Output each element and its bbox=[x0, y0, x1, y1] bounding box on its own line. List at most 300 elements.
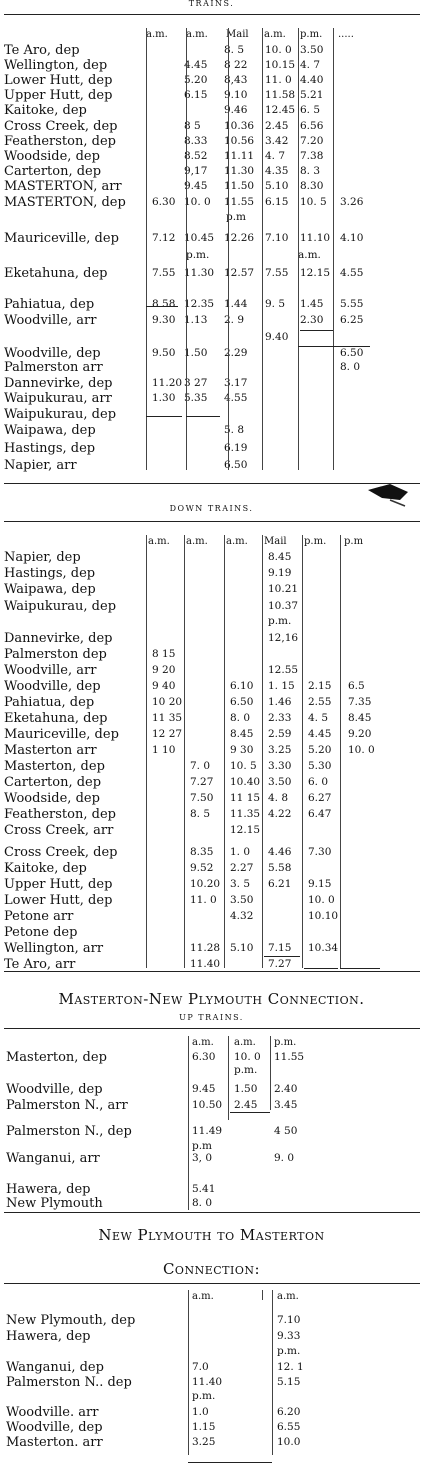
time-cell: 11.11 bbox=[224, 150, 255, 162]
time-cell: 10. 0 bbox=[265, 44, 292, 56]
time-cell: 5.55 bbox=[340, 298, 364, 310]
time-cell: 2.33 bbox=[268, 712, 292, 724]
time-cell: 11.30 bbox=[224, 165, 255, 177]
time-cell: 10. 5 bbox=[230, 760, 257, 772]
time-cell: 1.30 bbox=[152, 392, 176, 404]
time-cell: 1. 15 bbox=[268, 680, 295, 692]
time-cell: 7.10 bbox=[277, 1314, 301, 1326]
column-rule bbox=[186, 28, 187, 470]
time-cell: 6.50 bbox=[340, 347, 364, 359]
station-name: Eketahuna, dep bbox=[4, 266, 108, 281]
time-cell: 8 15 bbox=[152, 648, 176, 660]
column-header: a.m. bbox=[192, 1291, 214, 1302]
time-cell: 7.0 bbox=[192, 1361, 209, 1373]
station-name: Waipukurau, dep bbox=[4, 407, 117, 422]
time-cell: 10. 0 bbox=[308, 894, 335, 906]
column-rule bbox=[146, 28, 147, 470]
time-cell: 2.45 bbox=[234, 1099, 258, 1111]
time-cell: 4. 8 bbox=[268, 792, 289, 804]
column-rule bbox=[184, 535, 185, 968]
time-cell: 7.35 bbox=[348, 696, 372, 708]
time-cell: 8. 0 bbox=[192, 1197, 213, 1209]
time-cell: p.m. bbox=[192, 1390, 216, 1402]
time-cell: 6.20 bbox=[277, 1406, 301, 1418]
station-name: Palmerston N.. dep bbox=[6, 1375, 132, 1390]
station-name: Hawera, dep bbox=[6, 1329, 91, 1344]
column-rule bbox=[188, 1036, 189, 1210]
rule-line bbox=[4, 483, 420, 484]
time-cell: 7.12 bbox=[152, 232, 176, 244]
time-cell: 4. 7 bbox=[265, 150, 286, 162]
time-cell: 5.30 bbox=[308, 760, 332, 772]
time-cell: 9.33 bbox=[277, 1330, 301, 1342]
time-cell: 9.10 bbox=[224, 89, 248, 101]
rule-line bbox=[264, 956, 300, 957]
time-cell: 2.55 bbox=[308, 696, 332, 708]
time-cell: 9.45 bbox=[184, 180, 208, 192]
time-cell: 7.27 bbox=[190, 776, 214, 788]
station-name: Masterton. arr bbox=[6, 1435, 103, 1450]
ink-blot-mark bbox=[360, 478, 420, 508]
station-name: Kaitoke, dep bbox=[4, 861, 87, 876]
station-name: Pahiatua, dep bbox=[4, 695, 95, 710]
time-cell: 11. 0 bbox=[190, 894, 217, 906]
column-header: Mail bbox=[226, 29, 249, 40]
rule-line bbox=[300, 330, 333, 331]
time-cell: 3.45 bbox=[274, 1099, 298, 1111]
station-name: Carterton, dep bbox=[4, 775, 102, 790]
column-header: a.m. bbox=[146, 29, 168, 40]
station-name: Featherston, dep bbox=[4, 807, 116, 822]
time-cell: 10.40 bbox=[230, 776, 261, 788]
time-cell: 8 58 bbox=[152, 298, 176, 310]
column-rule bbox=[272, 1290, 273, 1455]
rule-line bbox=[304, 968, 338, 969]
station-name: Mauriceville, dep bbox=[4, 727, 119, 742]
time-cell: 4.55 bbox=[340, 267, 364, 279]
time-cell: 11.55 bbox=[274, 1051, 305, 1063]
time-cell: 4.40 bbox=[300, 74, 324, 86]
time-cell: 7.55 bbox=[265, 267, 289, 279]
time-cell: 3.42 bbox=[265, 135, 289, 147]
time-cell: 3.50 bbox=[300, 44, 324, 56]
time-cell: p.m. bbox=[268, 615, 292, 627]
time-cell: 5.10 bbox=[265, 180, 289, 192]
time-cell: 8. 0 bbox=[230, 712, 251, 724]
column-header: a.m. bbox=[277, 1291, 299, 1302]
column-header: a.m. bbox=[192, 1037, 214, 1048]
time-cell: 6.27 bbox=[308, 792, 332, 804]
station-name: New Plymouth, dep bbox=[6, 1313, 136, 1328]
time-cell: 5.58 bbox=[268, 862, 292, 874]
column-rule bbox=[340, 535, 341, 968]
time-cell: 12.55 bbox=[268, 664, 299, 676]
time-cell: 5.21 bbox=[300, 89, 324, 101]
time-cell: 5. 8 bbox=[224, 424, 245, 436]
time-cell: 10.36 bbox=[224, 120, 255, 132]
time-cell: 8. 5 bbox=[224, 44, 245, 56]
time-cell: 7.10 bbox=[265, 232, 289, 244]
station-name: Napier, arr bbox=[4, 458, 77, 473]
time-cell: 11.30 bbox=[184, 267, 215, 279]
station-name: Woodville, arr bbox=[4, 663, 97, 678]
time-cell: 3.50 bbox=[230, 894, 254, 906]
station-name: Woodville. arr bbox=[6, 1405, 99, 1420]
station-name: Wellington, arr bbox=[4, 941, 104, 956]
time-cell: 12. 1 bbox=[277, 1361, 304, 1373]
time-cell: 6.47 bbox=[308, 808, 332, 820]
station-name: Palmerston arr bbox=[4, 360, 103, 375]
time-cell: p.m. bbox=[277, 1345, 301, 1357]
time-cell: 3.25 bbox=[268, 744, 292, 756]
time-cell: 7.38 bbox=[300, 150, 324, 162]
time-cell: 3, 0 bbox=[192, 1152, 213, 1164]
station-name: Palmerston N., arr bbox=[6, 1098, 128, 1113]
column-header: a.m. bbox=[234, 1037, 256, 1048]
station-name: Woodville, dep bbox=[4, 346, 101, 361]
time-cell: 10.34 bbox=[308, 942, 339, 954]
time-cell: 11.58 bbox=[265, 89, 296, 101]
time-cell: 9,17 bbox=[184, 165, 208, 177]
time-cell: 9. 5 bbox=[265, 298, 286, 310]
rule-line bbox=[340, 968, 380, 969]
time-cell: 6.10 bbox=[230, 680, 254, 692]
time-cell: 1.0 bbox=[192, 1406, 209, 1418]
time-cell: 7.20 bbox=[300, 135, 324, 147]
time-cell: 10. 5 bbox=[300, 196, 327, 208]
time-cell: 1.44 bbox=[224, 298, 248, 310]
station-name: Te Aro, arr bbox=[4, 957, 76, 972]
time-cell: 9.52 bbox=[190, 862, 214, 874]
station-name: Cross Creek, dep bbox=[4, 845, 118, 860]
station-name: Lower Hutt, dep bbox=[4, 73, 113, 88]
column-rule bbox=[224, 535, 225, 968]
time-cell: 5.10 bbox=[230, 942, 254, 954]
station-name: Dannevirke, dep bbox=[4, 631, 113, 646]
time-cell: 11.20 bbox=[152, 377, 183, 389]
station-name: Wanganui, arr bbox=[6, 1151, 100, 1166]
time-cell: 2.59 bbox=[268, 728, 292, 740]
time-cell: 3.30 bbox=[268, 760, 292, 772]
time-cell: 10.15 bbox=[265, 59, 296, 71]
time-cell: 11.50 bbox=[224, 180, 255, 192]
time-cell: 7.55 bbox=[152, 267, 176, 279]
time-cell: 4.46 bbox=[268, 846, 292, 858]
time-cell: 4.10 bbox=[340, 232, 364, 244]
time-cell: 6.19 bbox=[224, 442, 248, 454]
column-rule bbox=[298, 28, 299, 470]
time-cell: 4.45 bbox=[184, 59, 208, 71]
time-cell: 8.33 bbox=[184, 135, 208, 147]
time-cell: 11.55 bbox=[224, 196, 255, 208]
time-cell: 3.17 bbox=[224, 377, 248, 389]
column-header: p.m bbox=[344, 536, 364, 547]
station-name: Palmerston dep bbox=[4, 647, 107, 662]
time-cell: 4. 5 bbox=[308, 712, 329, 724]
time-cell: 10. 0 bbox=[348, 744, 375, 756]
time-cell: 9.40 bbox=[265, 331, 289, 343]
time-cell: 8.45 bbox=[268, 551, 292, 563]
time-cell: 6.30 bbox=[192, 1051, 216, 1063]
time-cell: 4 50 bbox=[274, 1125, 298, 1137]
station-name: Upper Hutt, dep bbox=[4, 877, 113, 892]
time-cell: 12.45 bbox=[265, 104, 296, 116]
time-cell: 1.15 bbox=[192, 1421, 216, 1433]
column-rule bbox=[146, 535, 147, 968]
column-rule bbox=[262, 28, 263, 470]
time-cell: 7.50 bbox=[190, 792, 214, 804]
time-cell: p.m bbox=[192, 1140, 213, 1152]
time-cell: 6.15 bbox=[265, 196, 289, 208]
section-title: TRAINS. bbox=[188, 0, 235, 8]
time-cell: 5.15 bbox=[277, 1376, 301, 1388]
station-name: Lower Hutt, dep bbox=[4, 893, 113, 908]
time-cell: 9 40 bbox=[152, 680, 176, 692]
time-cell: 10 20 bbox=[152, 696, 183, 708]
station-name: MASTERTON, dep bbox=[4, 195, 126, 210]
station-name: Cross Creek, dep bbox=[4, 119, 118, 134]
station-name: Carterton, dep bbox=[4, 164, 102, 179]
time-cell: 11. 0 bbox=[265, 74, 292, 86]
rule-line bbox=[146, 306, 178, 307]
time-cell: 8,43 bbox=[224, 74, 248, 86]
section-heading-line2: Connection: bbox=[162, 1260, 261, 1278]
rule-line bbox=[4, 971, 420, 972]
column-rule bbox=[228, 1036, 229, 1120]
section-subtitle: UP TRAINS. bbox=[179, 1013, 244, 1022]
column-rule bbox=[262, 535, 263, 968]
time-cell: 6.56 bbox=[300, 120, 324, 132]
time-cell: 1.50 bbox=[234, 1083, 258, 1095]
time-cell: 6.25 bbox=[340, 314, 364, 326]
time-cell: 11 35 bbox=[152, 712, 183, 724]
time-cell: 5.41 bbox=[192, 1183, 216, 1195]
time-cell: 4.22 bbox=[268, 808, 292, 820]
time-cell: 8.35 bbox=[190, 846, 214, 858]
time-cell: 6. 5 bbox=[300, 104, 321, 116]
station-name: Woodville, dep bbox=[6, 1420, 103, 1435]
time-cell: 10. 0 bbox=[234, 1051, 261, 1063]
station-name: Petone dep bbox=[4, 925, 78, 940]
time-cell: 12.15 bbox=[300, 267, 331, 279]
station-name: Waipawa, dep bbox=[4, 423, 96, 438]
station-name: Dannevirke, dep bbox=[4, 376, 113, 391]
time-cell: 9 20 bbox=[152, 664, 176, 676]
time-cell: 6.30 bbox=[152, 196, 176, 208]
time-cell: 8. 3 bbox=[300, 165, 321, 177]
station-name: Petone arr bbox=[4, 909, 74, 924]
time-cell: 2.40 bbox=[274, 1083, 298, 1095]
station-name: Palmerston N., dep bbox=[6, 1124, 132, 1139]
station-name: Hastings, dep bbox=[4, 566, 96, 581]
rule-line bbox=[4, 1028, 420, 1029]
time-cell: 2.30 bbox=[300, 314, 324, 326]
time-cell: 5.20 bbox=[184, 74, 208, 86]
column-rule bbox=[262, 1290, 263, 1300]
time-cell: 1.50 bbox=[184, 347, 208, 359]
rule-line bbox=[186, 416, 220, 417]
time-cell: 7.30 bbox=[308, 846, 332, 858]
time-cell: 2. 9 bbox=[224, 314, 245, 326]
time-cell: 10.21 bbox=[268, 583, 299, 595]
time-cell: 8.30 bbox=[300, 180, 324, 192]
note-am: a.m. bbox=[298, 249, 321, 261]
station-name: Waipukurau, arr bbox=[4, 391, 112, 406]
time-cell: 4.45 bbox=[308, 728, 332, 740]
time-cell: 8.45 bbox=[348, 712, 372, 724]
column-header: a.m. bbox=[264, 29, 286, 40]
station-name: Napier, dep bbox=[4, 550, 81, 565]
time-cell: 10.50 bbox=[192, 1099, 223, 1111]
time-cell: 1.46 bbox=[268, 696, 292, 708]
time-cell: 10. 0 bbox=[184, 196, 211, 208]
rule-line bbox=[4, 14, 420, 15]
note-pm: p.m bbox=[226, 211, 247, 223]
time-cell: 8 5 bbox=[184, 120, 201, 132]
time-cell: 11.40 bbox=[190, 958, 221, 970]
column-header: p.m. bbox=[304, 536, 327, 547]
station-name: New Plymouth bbox=[6, 1196, 103, 1211]
station-name: Hastings, dep bbox=[4, 441, 96, 456]
rule-line bbox=[330, 346, 370, 347]
column-rule bbox=[333, 28, 334, 470]
time-cell: 12.15 bbox=[230, 824, 261, 836]
time-cell: 8.52 bbox=[184, 150, 208, 162]
time-cell: 6.5 bbox=[348, 680, 365, 692]
time-cell: 9.20 bbox=[348, 728, 372, 740]
time-cell: 7.15 bbox=[268, 942, 292, 954]
station-name: Mauriceville, dep bbox=[4, 231, 119, 246]
time-cell: 1.13 bbox=[184, 314, 208, 326]
time-cell: 1.45 bbox=[300, 298, 324, 310]
rule-line bbox=[146, 416, 182, 417]
station-name: Woodside, dep bbox=[4, 791, 100, 806]
section-heading: Masterton-New Plymouth Connection. bbox=[58, 990, 365, 1008]
time-cell: 3 27 bbox=[184, 377, 208, 389]
time-cell: 9.45 bbox=[192, 1083, 216, 1095]
station-name: Pahiatua, dep bbox=[4, 297, 95, 312]
time-cell: 9.30 bbox=[152, 314, 176, 326]
section-heading: New Plymouth to Masterton bbox=[98, 1226, 325, 1244]
time-cell: 10.10 bbox=[308, 910, 339, 922]
time-cell: 8.45 bbox=[230, 728, 254, 740]
station-name: Masterton arr bbox=[4, 743, 97, 758]
column-rule bbox=[302, 535, 303, 968]
time-cell: 6.50 bbox=[230, 696, 254, 708]
time-cell: 6.21 bbox=[268, 878, 292, 890]
time-cell: 12.26 bbox=[224, 232, 255, 244]
time-cell: 9.19 bbox=[268, 567, 292, 579]
time-cell: 3. 5 bbox=[230, 878, 251, 890]
station-name: Waipawa, dep bbox=[4, 582, 96, 597]
time-cell: 11.28 bbox=[190, 942, 221, 954]
column-header: a.m. bbox=[186, 29, 208, 40]
time-cell: 9. 0 bbox=[274, 1152, 295, 1164]
time-cell: 3.25 bbox=[192, 1436, 216, 1448]
time-cell: 11.40 bbox=[192, 1376, 223, 1388]
time-cell: 11 15 bbox=[230, 792, 261, 804]
rule-line bbox=[188, 1462, 272, 1463]
time-cell: 10.56 bbox=[224, 135, 255, 147]
time-cell: 5.20 bbox=[308, 744, 332, 756]
time-cell: 11.10 bbox=[300, 232, 331, 244]
column-header: p.m. bbox=[300, 29, 323, 40]
time-cell: 8 22 bbox=[224, 59, 248, 71]
column-rule bbox=[270, 1036, 271, 1110]
time-cell: 3.26 bbox=[340, 196, 364, 208]
station-name: Featherston, dep bbox=[4, 134, 116, 149]
time-cell: 3.50 bbox=[268, 776, 292, 788]
time-cell: 10.37 bbox=[268, 600, 299, 612]
column-header: Mail bbox=[264, 536, 287, 547]
rule-line bbox=[4, 1212, 420, 1213]
station-name: Waipukurau, dep bbox=[4, 599, 117, 614]
section-title: DOWN TRAINS. bbox=[169, 504, 254, 513]
station-name: MASTERTON, arr bbox=[4, 179, 122, 194]
time-cell: 11.49 bbox=[192, 1125, 223, 1137]
rule-line bbox=[230, 1112, 270, 1113]
time-cell: 1. 0 bbox=[230, 846, 251, 858]
time-cell: 4.55 bbox=[224, 392, 248, 404]
column-header: a.m. bbox=[226, 536, 248, 547]
station-name: Eketahuna, dep bbox=[4, 711, 108, 726]
time-cell: 2.15 bbox=[308, 680, 332, 692]
time-cell: 9.50 bbox=[152, 347, 176, 359]
column-header: a.m. bbox=[186, 536, 208, 547]
station-name: Masterton, dep bbox=[4, 759, 105, 774]
time-cell: 12.57 bbox=[224, 267, 255, 279]
time-cell: 10.0 bbox=[277, 1436, 301, 1448]
time-cell: 9.15 bbox=[308, 878, 332, 890]
time-cell: 2.45 bbox=[265, 120, 289, 132]
time-cell: 2.29 bbox=[224, 347, 248, 359]
time-cell: 6. 0 bbox=[308, 776, 329, 788]
time-cell: 6.15 bbox=[184, 89, 208, 101]
column-header: p.m. bbox=[274, 1037, 297, 1048]
time-cell: 6.55 bbox=[277, 1421, 301, 1433]
time-cell: 9.46 bbox=[224, 104, 248, 116]
time-cell: 10.20 bbox=[190, 878, 221, 890]
time-cell: 4.32 bbox=[230, 910, 254, 922]
station-name: Wanganui, dep bbox=[6, 1360, 104, 1375]
column-header: ..... bbox=[338, 29, 354, 40]
station-name: Woodville, arr bbox=[4, 313, 97, 328]
column-header: a.m. bbox=[148, 536, 170, 547]
time-cell: 12,16 bbox=[268, 632, 299, 644]
station-name: Upper Hutt, dep bbox=[4, 88, 113, 103]
time-cell: 4.35 bbox=[265, 165, 289, 177]
rule-line bbox=[298, 346, 333, 347]
station-name: Te Aro, dep bbox=[4, 43, 80, 58]
time-cell: 11.35 bbox=[230, 808, 261, 820]
time-cell: 7.27 bbox=[268, 958, 292, 970]
time-cell: 2.27 bbox=[230, 862, 254, 874]
station-name: Masterton, dep bbox=[6, 1050, 107, 1065]
rule-line bbox=[4, 521, 420, 522]
time-cell: 9 30 bbox=[230, 744, 254, 756]
station-name: Kaitoke, dep bbox=[4, 103, 87, 118]
time-cell: p.m. bbox=[234, 1064, 258, 1076]
station-name: Wellington, dep bbox=[4, 58, 108, 73]
rule-line bbox=[4, 1283, 420, 1284]
time-cell: 4. 7 bbox=[300, 59, 321, 71]
station-name: Woodville, dep bbox=[6, 1082, 103, 1097]
time-cell: 8. 0 bbox=[340, 361, 361, 373]
time-cell: 1 10 bbox=[152, 744, 176, 756]
time-cell: 5.35 bbox=[184, 392, 208, 404]
time-cell: 12.35 bbox=[184, 298, 215, 310]
station-name: Woodside, dep bbox=[4, 149, 100, 164]
